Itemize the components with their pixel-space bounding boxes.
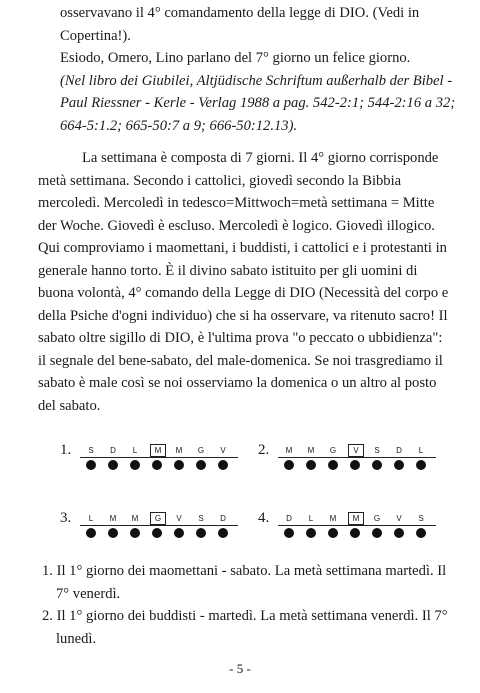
weekday-letter: S	[198, 514, 204, 523]
weekday-letter: L	[88, 514, 94, 523]
weekday-strip	[278, 446, 436, 458]
day-dot	[174, 460, 184, 470]
text-line: 2. Il 1° giorno dei buddisti - martedì. La metà settimana venerdì. Il 7°	[42, 608, 448, 624]
numbered-list	[30, 560, 460, 650]
day-dot	[174, 528, 184, 538]
weekday-strip	[278, 514, 436, 526]
day-dot	[328, 460, 338, 470]
weekday-strip	[80, 446, 238, 458]
text-line: metà settimana. Secondo i cattolici, giovedì secondo la Bibbia	[38, 172, 402, 189]
day-dot	[350, 528, 360, 538]
text-line: sabato oltre sigillo di DIO, è l'ultima prova "o peccato o ubbidienza":	[38, 330, 443, 346]
weekday-letter: M	[307, 446, 315, 455]
text-line: der Woche. Giovedì è escluso. Mercoledì è logico. Giovedì illogico.	[38, 217, 435, 234]
day-dot	[416, 460, 426, 470]
diagram-number: 3.	[60, 510, 72, 526]
day-dot	[108, 460, 118, 470]
text-line: osservavano il 4° comandamento della legge di DIO. (Vedi in	[60, 5, 420, 21]
list-item	[30, 605, 460, 650]
weekday-letter: D	[396, 446, 402, 455]
weekday-letter: V	[220, 446, 226, 455]
weekday-letter: L	[308, 514, 314, 523]
day-dot	[416, 528, 426, 538]
list-item	[30, 560, 460, 605]
page-number: - 5 -	[229, 661, 251, 676]
weekday-strip	[80, 514, 238, 526]
text-line: Esiodo, Omero, Lino parlano del 7° giorno un felice giorno.	[60, 50, 411, 66]
day-dot	[152, 528, 162, 538]
day-dot	[86, 460, 96, 470]
weekday-letter: D	[110, 446, 116, 455]
diagram-number: 4.	[258, 510, 270, 526]
weekday-letter: S	[374, 446, 380, 455]
text-line: 7° venerdì.	[56, 585, 121, 602]
text-line: 1. Il 1° giorno dei maomettani - sabato. La metà settimana martedì. Il	[42, 563, 447, 579]
text-line: Copertina!).	[60, 27, 131, 44]
text-line: mercoledì. Mercoledì in tedesco=Mittwoch=metà settimana = Mitte	[38, 195, 435, 211]
day-dot	[284, 528, 294, 538]
day-dot	[152, 460, 162, 470]
weekday-letter: M	[109, 514, 117, 523]
weekday-letter: D	[220, 514, 226, 523]
citation-line: (Nel libro dei Giubilei, Altjüdische Schriftum außerhalb der Bibel -	[60, 72, 453, 89]
text-line: il segnale del bene-sabato, del male-domenica. Se noi trasgrediamo il	[38, 352, 443, 369]
main-paragraph	[38, 147, 460, 417]
weekday-letter: G	[329, 446, 337, 455]
weekday-letter: G	[373, 514, 381, 523]
day-dot	[372, 460, 382, 470]
day-dot	[86, 528, 96, 538]
day-dot	[394, 460, 404, 470]
text-line: del sabato.	[38, 397, 101, 414]
citation-line: Paul Riessner - Kerle - Verlag 1988 a pag. 542-2:1; 544-2:16 a 32;	[60, 95, 456, 111]
weekday-letter: S	[88, 446, 94, 455]
text-line: generale hanno torto. È il divino sabato istituito per gli uomini di	[38, 262, 418, 279]
text-line: lunedì.	[56, 630, 97, 647]
day-dot	[130, 528, 140, 538]
citation-line: 664-5:1.2; 665-50:7 a 9; 666-50:12.13).	[60, 117, 298, 134]
day-dot	[350, 460, 360, 470]
weekday-letter-highlighted: G	[150, 512, 166, 525]
text-line: Qui comproviamo i maomettani, i buddisti, i cattolici e i protestanti in	[38, 240, 447, 256]
week-diagram-4	[258, 512, 448, 546]
weekday-letter-highlighted: M	[150, 444, 166, 457]
opening-paragraph	[60, 2, 460, 137]
diagram-number: 2.	[258, 442, 270, 458]
text-line: buona volontà, 4° comando della Legge di DIO (Necessità del corpo e	[38, 285, 449, 301]
day-dot	[284, 460, 294, 470]
text-line: della Psiche d'ogni individuo) che si ha osservare, va ritenuto sacro! Il	[38, 307, 448, 324]
weekday-letter: M	[285, 446, 293, 455]
weekday-letter: S	[418, 514, 424, 523]
weekday-letter-highlighted: V	[348, 444, 364, 457]
weekday-letter: V	[396, 514, 402, 523]
day-dot	[306, 528, 316, 538]
weekday-letter: M	[329, 514, 337, 523]
day-dot	[218, 528, 228, 538]
weekday-letter: L	[132, 446, 138, 455]
weekday-letter: M	[175, 446, 183, 455]
day-dot	[328, 528, 338, 538]
day-dot	[108, 528, 118, 538]
week-diagram-3	[60, 512, 250, 546]
day-dot	[196, 460, 206, 470]
weekday-letter: L	[418, 446, 424, 455]
day-dot	[394, 528, 404, 538]
day-dot	[130, 460, 140, 470]
weekday-letter-highlighted: M	[348, 512, 364, 525]
day-dot	[372, 528, 382, 538]
weekday-letter: G	[197, 446, 205, 455]
weekday-letter: M	[131, 514, 139, 523]
day-dot	[306, 460, 316, 470]
weekday-letter: V	[176, 514, 182, 523]
text-line: La settimana è composta di 7 giorni. Il 4° giorno corrisponde	[82, 150, 439, 166]
week-diagram-2	[258, 444, 448, 478]
weekday-letter: D	[286, 514, 292, 523]
day-dot	[196, 528, 206, 538]
diagram-number: 1.	[60, 442, 72, 458]
day-dot	[218, 460, 228, 470]
week-diagram-1	[60, 444, 250, 478]
text-line: sabato è male così se noi osserviamo la domenica o un altro al posto	[38, 375, 437, 391]
